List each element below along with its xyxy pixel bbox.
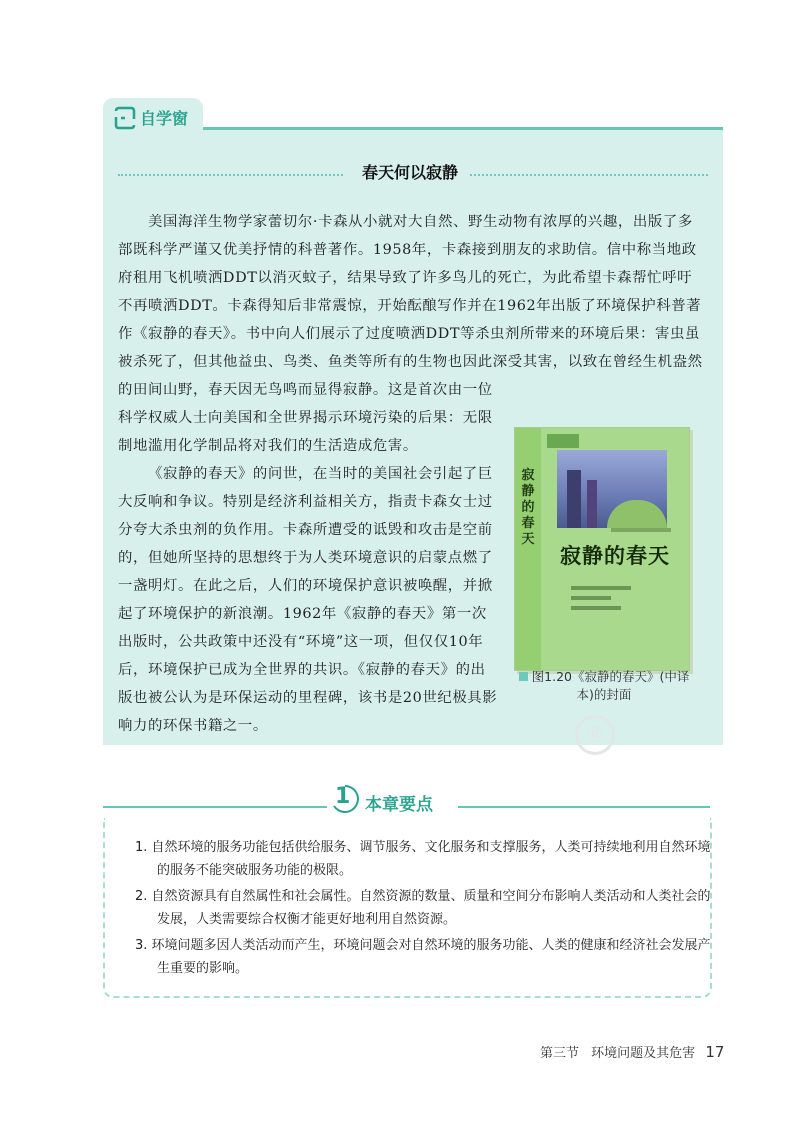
book-spine (515, 428, 541, 670)
footer-section: 第三节 (540, 1046, 580, 1061)
book-illustration (557, 450, 667, 528)
page-number: 17 (705, 1043, 725, 1061)
key-point-item: 2. 自然资源具有自然属性和社会属性。自然资源的数量、质量和空间分布影响人类活动和人类社会的发展，人类需要综合权衡才能更好地利用自然资源。 (135, 889, 711, 927)
figure-caption-text: 图1.20《寂静的春天》(中译本)的封面 (531, 669, 690, 702)
book-spine-title: 寂静的春天 (521, 468, 535, 547)
footer-chapter-title: 环境问题及其危害 (591, 1046, 696, 1061)
title-dotline-right (470, 174, 708, 176)
registered-mark: ® (575, 715, 615, 755)
paragraph-2: 科学权威人士向美国和全世界揭示环境污染的后果：无限制地滥用化学制品将对我们的生活造成危害。 (118, 410, 493, 454)
key-point-item: 1. 自然环境的服务功能包括供给服务、调节服务、文化服务和支撑服务，人类可持续地利用自然环境的服务不能突破服务功能的极限。 (135, 840, 711, 878)
book-badge (547, 434, 579, 448)
book-series-line (611, 528, 671, 532)
key-point-item: 3. 环境问题多因人类活动而产生，环境问题会对自然环境的服务功能、人类的健康和经济社会发展产生重要的影响。 (135, 938, 711, 976)
book-front (541, 428, 689, 670)
key-points-line-right (458, 806, 710, 808)
key-points-number: 1 (335, 784, 351, 809)
paragraph-1: 美国海洋生物学家蕾切尔·卡森从小就对大自然、野生动物有浓厚的兴趣，出版了多部既科学严谨又优美抒情的科普著作。1958年，卡森接到朋友的求助信。信中称当地政府租用飞机喷洒DDT以消灭蚊子，结果导致了许多鸟儿的死亡，为此希望卡森帮忙呼吁不再喷洒DDT。卡森得知后非常震惊，开始酝酿写作并在1962年出版了环境保护科普著作《寂静的春天》。书中向人们展示了过度喷洒DDT等杀虫剂所带来的环境后果：害虫虽被杀死了，但其他益虫、鸟类、鱼类等所有的生物也因此深受其害，以致在曾经生机盎然的田间山野，春天因无鸟鸣而显得寂静。这是首次由一位 (118, 214, 703, 398)
paragraph-3: 《寂静的春天》的问世，在当时的美国社会引起了巨大反响和争议。特别是经济利益相关方，指责卡森女士过分夸大杀虫剂的负作用。卡森所遭受的诋毁和攻击是空前的，但她所坚持的思想终于为人类环境意识的启蒙点燃了一盏明灯。在此之后，人们的环境保护意识被唤醒，并掀起了环境保护的新浪潮。1962年《寂静的春天》第一次出版时，公共政策中还没有“环境”这一项，但仅仅10年后，环境保护已成为全世界的共识。《寂静的春天》的出版也被公认为是环保运动的里程碑，该书是20世纪极具影响力的环保书籍之一。 (118, 466, 498, 734)
self-study-title: 春天何以寂静 (361, 163, 458, 182)
page-footer (540, 1042, 724, 1061)
self-study-label: 自学窗 (140, 109, 189, 128)
figure-caption (514, 668, 694, 704)
title-dotline-left (118, 174, 343, 176)
caption-marker (519, 672, 528, 681)
key-points-line-left (103, 806, 327, 808)
book-cover-image (514, 427, 690, 671)
book-cover-title: 寂静的春天 (560, 543, 670, 568)
key-points-title: 本章要点 (365, 795, 433, 815)
self-study-icon (112, 105, 138, 131)
